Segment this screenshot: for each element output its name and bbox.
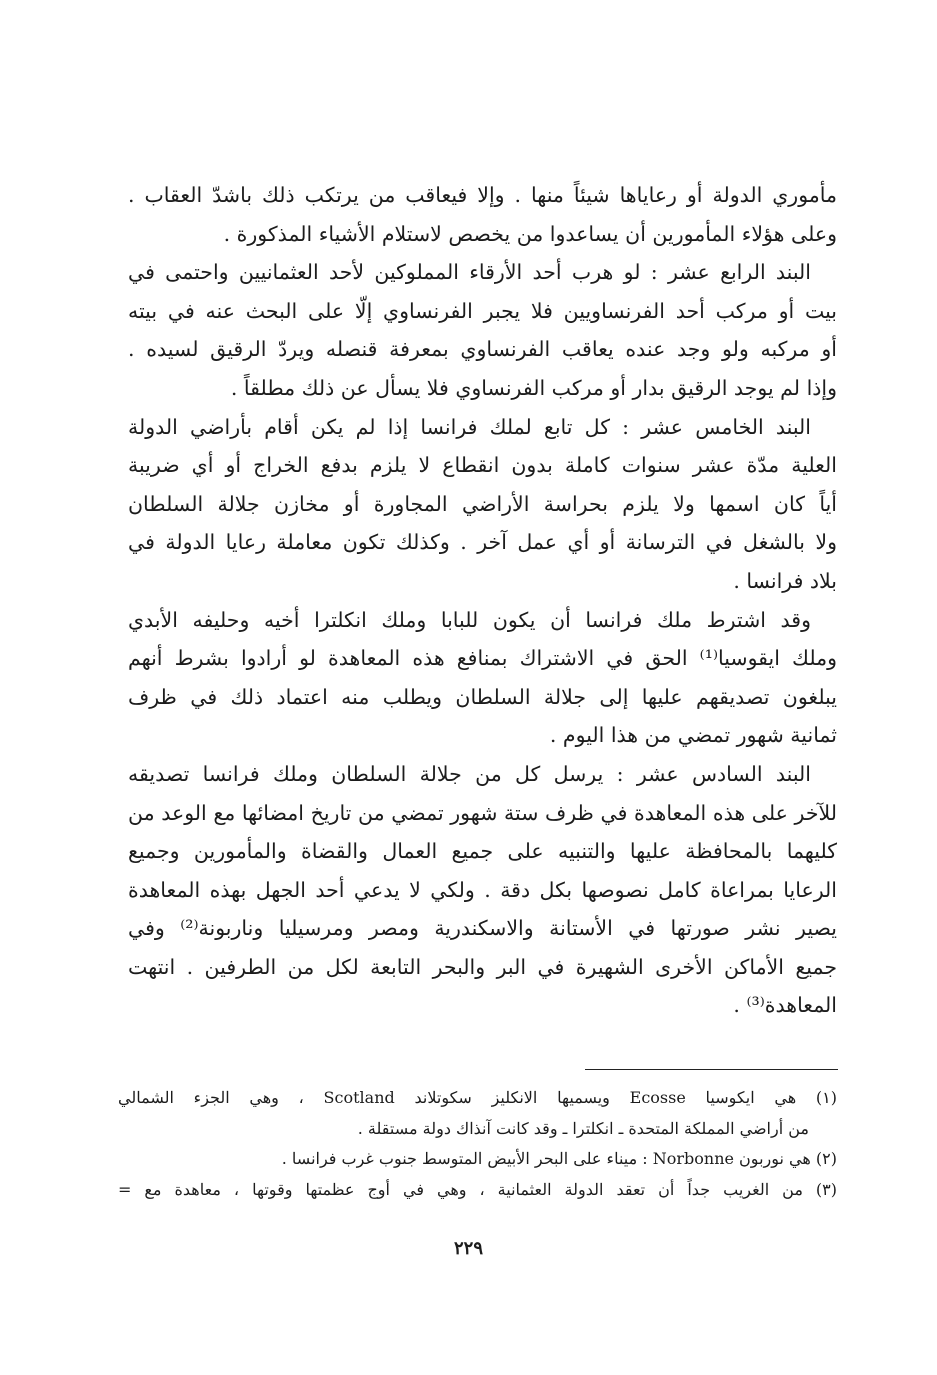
- text-line: بيت أو مركب أحد الفرنساويين فلا يجبر الفرنساوي إلّا على البحث عنه في بيته: [128, 298, 837, 323]
- page-number: ٢٢٩: [453, 1238, 483, 1259]
- clause-15-heading-line: البند الخامس عشر : كل تابع لملك فرانسا إذا لم يكن أقام بأراضي الدولة: [128, 414, 811, 439]
- footnote-3: (٣) من الغريب جداً أن تعقد الدولة العثمانية ، وهي في أوج عظمتها وقوتها ، معاهدة مع =: [118, 1179, 837, 1199]
- text-line: مأموري الدولة أو رعاياها شيئاً منها . وإلا فيعاقب من يرتكب ذلك باشدّ العقاب .: [128, 183, 837, 207]
- footnote-1-continuation: من أراضي المملكة المتحدة ـ انكلترا ـ وقد كانت آنذاك دولة مستقلة .: [357, 1118, 809, 1138]
- text-line: المعاهدة⁽³⁾ .: [733, 993, 837, 1018]
- text-line: وملك ايقوسيا⁽¹⁾ الحق في الاشتراك بمنافع هذه المعاهدة لو أرادوا بشرط أنهم: [128, 646, 837, 671]
- text-line: ولا بالشغل في الترسانة أو أي عمل آخر . وكذلك تكون معاملة رعايا الدولة في: [128, 530, 837, 555]
- text-line: جميع الأماكن الأخرى الشهيرة في البر والبحر التابعة لكل من الطرفين . انتهت: [128, 954, 837, 979]
- footnote-1: (١) هي ايكوسيا Ecosse ويسميها الانكليز سكوتلاند Scotland ، وهي الجزء الشمالي: [118, 1088, 837, 1107]
- text-line: وإذا لم يوجد الرقيق بدار أو مركب الفرنساوي فلا يسأل عن ذلك مطلقاً .: [230, 375, 837, 400]
- text-line: وعلى هؤلاء المأمورين أن يساعدوا من يخصص لاستلام الأشياء المذكورة .: [223, 221, 837, 246]
- text-line: للآخر على هذه المعاهدة في ظرف ستة شهور تمضي من تاريخ امضائها مع الوعد من: [128, 800, 837, 825]
- text-line: ثمانية شهور تمضي من هذا اليوم .: [549, 723, 837, 748]
- footnote-divider: [585, 1069, 838, 1070]
- text-line: بلاد فرانسا .: [733, 568, 837, 593]
- text-line: يبلغون تصديقهم عليها إلى جلالة السلطان ويطلب منه اعتماد ذلك في ظرف: [128, 684, 837, 709]
- footnotes: [118, 1083, 837, 1205]
- text-line: الرعايا بمراعاة كامل نصوصها بكل دقة . ولكي لا يدعي أحد الجهل بهذه المعاهدة: [128, 877, 837, 902]
- text-line: أياً كان اسمها ولا يلزم بحراسة الأراضي المجاورة أو مخازن جلالة السلطان: [128, 491, 837, 516]
- text-line: أو مركبه ولو وجد عنده يعاقب الفرنساوي بمعرفة قنصله ويردّ الرقيق لسيده .: [128, 337, 837, 362]
- clause-14-heading-line: البند الرابع عشر : لو هرب أحد الأرقاء المملوكين لأحد العثمانيين واحتمى في: [128, 260, 811, 285]
- text-line: العلية مدّة عشر سنوات كاملة بدون انقطاع لا يلزم بدفع الخراج أو أي ضريبة: [128, 453, 837, 478]
- clause-16-heading-line: البند السادس عشر : يرسل كل من جلالة السلطان وملك فرانسا تصديقه: [128, 761, 811, 786]
- main-text: [128, 176, 837, 1025]
- paragraph-start-line: وقد اشترط ملك فرانسا أن يكون للبابا وملك انكلترا أخيه وحليفه الأبدي: [128, 607, 811, 632]
- text-line: يصير نشر صورتها في الأستانة والاسكندرية ومصر ومرسيليا وناربونة⁽²⁾ وفي: [128, 916, 837, 941]
- footnote-2: (٢) هي نوربون Norbonne : ميناء على البحر الأبيض المتوسط جنوب غرب فرانسا .: [281, 1149, 837, 1168]
- text-line: كليهما بالمحافظة عليها والتنبيه على جميع العمال والقضاة والمأمورين وجميع: [128, 839, 837, 864]
